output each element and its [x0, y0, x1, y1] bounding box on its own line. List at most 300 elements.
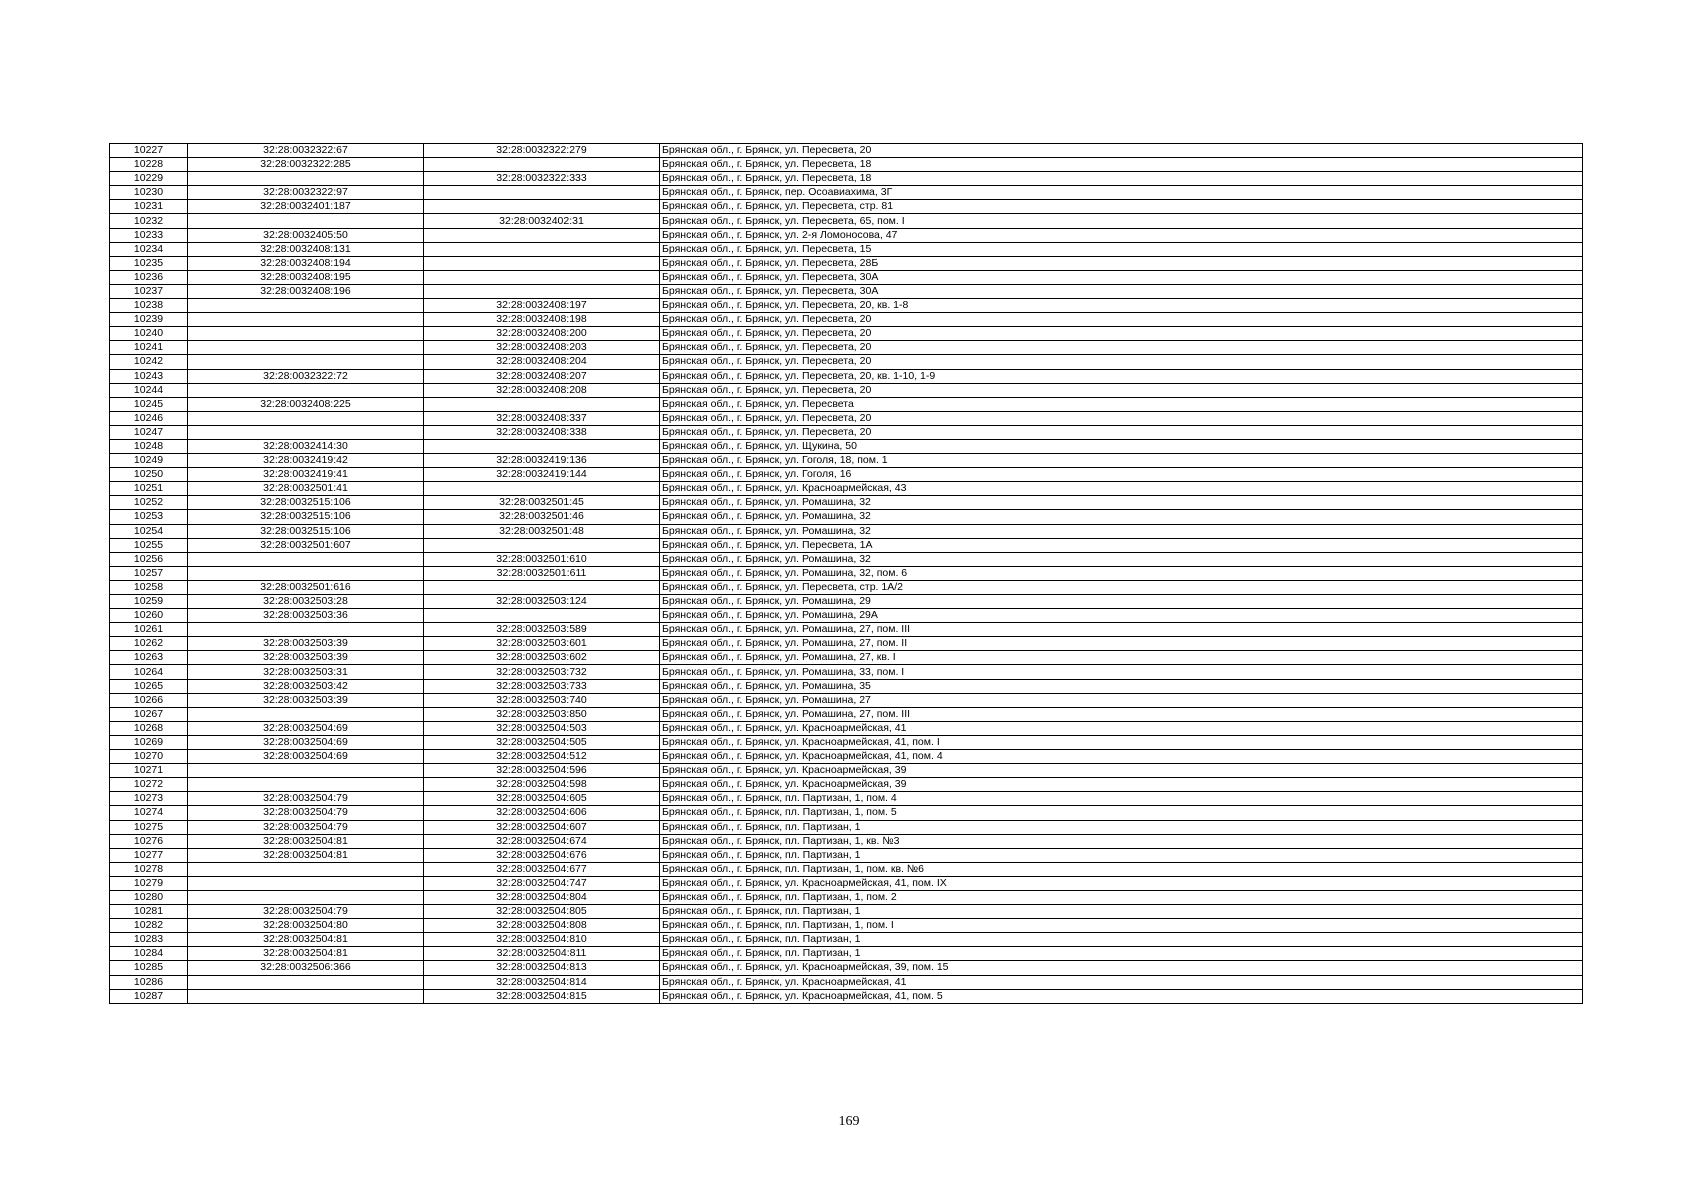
table-row — [110, 383, 1583, 397]
parcel-cadastral-number-cell: 32:28:0032408:131 — [188, 242, 424, 256]
table-row — [110, 580, 1583, 594]
row-number-cell: 10258 — [110, 580, 188, 594]
object-cadastral-number-cell: 32:28:0032504:605 — [424, 792, 660, 806]
parcel-cadastral-number-cell: 32:28:0032503:42 — [188, 679, 424, 693]
object-cadastral-number-cell: 32:28:0032419:136 — [424, 454, 660, 468]
address-cell: Брянская обл., г. Брянск, ул. Пересвета, 20 — [660, 383, 1583, 397]
row-number-cell: 10254 — [110, 524, 188, 538]
object-cadastral-number-cell: 32:28:0032408:204 — [424, 355, 660, 369]
address-cell: Брянская обл., г. Брянск, ул. Пересвета, 18 — [660, 172, 1583, 186]
row-number-cell: 10230 — [110, 186, 188, 200]
address-cell: Брянская обл., г. Брянск, ул. Ромашина, 29А — [660, 609, 1583, 623]
address-cell: Брянская обл., г. Брянск, ул. Ромашина, 27, пом. III — [660, 707, 1583, 721]
row-number-cell: 10266 — [110, 693, 188, 707]
table-row — [110, 778, 1583, 792]
address-cell: Брянская обл., г. Брянск, ул. Гоголя, 16 — [660, 468, 1583, 482]
row-number-cell: 10229 — [110, 172, 188, 186]
table-row — [110, 172, 1583, 186]
address-cell: Брянская обл., г. Брянск, ул. Пересвета, 20 — [660, 425, 1583, 439]
address-cell: Брянская обл., г. Брянск, ул. Пересвета, 15 — [660, 242, 1583, 256]
parcel-cadastral-number-cell: 32:28:0032501:616 — [188, 580, 424, 594]
address-cell: Брянская обл., г. Брянск, ул. Щукина, 50 — [660, 439, 1583, 453]
address-cell: Брянская обл., г. Брянск, ул. Ромашина, 32, пом. 6 — [660, 566, 1583, 580]
parcel-cadastral-number-cell: 32:28:0032408:194 — [188, 256, 424, 270]
address-cell: Брянская обл., г. Брянск, ул. Пересвета, 20, кв. 1-10, 1-9 — [660, 369, 1583, 383]
table-row — [110, 468, 1583, 482]
parcel-cadastral-number-cell: 32:28:0032322:285 — [188, 158, 424, 172]
address-cell: Брянская обл., г. Брянск, ул. Ромашина, 33, пом. I — [660, 665, 1583, 679]
object-cadastral-number-cell: 32:28:0032504:596 — [424, 764, 660, 778]
row-number-cell: 10281 — [110, 905, 188, 919]
parcel-cadastral-number-cell — [188, 862, 424, 876]
object-cadastral-number-cell: 32:28:0032503:589 — [424, 623, 660, 637]
row-number-cell: 10260 — [110, 609, 188, 623]
row-number-cell: 10248 — [110, 439, 188, 453]
object-cadastral-number-cell: 32:28:0032504:606 — [424, 806, 660, 820]
address-cell: Брянская обл., г. Брянск, ул. Ромашина, 32 — [660, 552, 1583, 566]
address-cell: Брянская обл., г. Брянск, ул. Ромашина, 27 — [660, 693, 1583, 707]
table-row — [110, 186, 1583, 200]
address-cell: Брянская обл., г. Брянск, ул. Пересвета, 20 — [660, 144, 1583, 158]
address-cell: Брянская обл., г. Брянск, ул. Пересвета, 30А — [660, 270, 1583, 284]
object-cadastral-number-cell — [424, 439, 660, 453]
parcel-cadastral-number-cell: 32:28:0032322:72 — [188, 369, 424, 383]
parcel-cadastral-number-cell: 32:28:0032506:366 — [188, 961, 424, 975]
object-cadastral-number-cell: 32:28:0032503:602 — [424, 651, 660, 665]
address-cell: Брянская обл., г. Брянск, ул. Ромашина, 29 — [660, 595, 1583, 609]
address-cell: Брянская обл., г. Брянск, ул. Ромашина, 27, пом. III — [660, 623, 1583, 637]
table-row — [110, 144, 1583, 158]
address-cell: Брянская обл., г. Брянск, пл. Партизан, 1 — [660, 820, 1583, 834]
table-row — [110, 496, 1583, 510]
parcel-cadastral-number-cell: 32:28:0032504:79 — [188, 806, 424, 820]
parcel-cadastral-number-cell: 32:28:0032515:106 — [188, 510, 424, 524]
row-number-cell: 10240 — [110, 327, 188, 341]
parcel-cadastral-number-cell: 32:28:0032515:106 — [188, 496, 424, 510]
parcel-cadastral-number-cell: 32:28:0032419:42 — [188, 454, 424, 468]
table-row — [110, 524, 1583, 538]
row-number-cell: 10238 — [110, 299, 188, 313]
object-cadastral-number-cell: 32:28:0032322:279 — [424, 144, 660, 158]
row-number-cell: 10267 — [110, 707, 188, 721]
row-number-cell: 10271 — [110, 764, 188, 778]
address-cell: Брянская обл., г. Брянск, ул. Пересвета, 20, кв. 1-8 — [660, 299, 1583, 313]
address-cell: Брянская обл., г. Брянск, ул. Пересвета, 30А — [660, 284, 1583, 298]
parcel-cadastral-number-cell: 32:28:0032504:69 — [188, 721, 424, 735]
table-row — [110, 919, 1583, 933]
parcel-cadastral-number-cell — [188, 313, 424, 327]
object-cadastral-number-cell — [424, 538, 660, 552]
object-cadastral-number-cell: 32:28:0032504:677 — [424, 862, 660, 876]
parcel-cadastral-number-cell: 32:28:0032503:36 — [188, 609, 424, 623]
address-cell: Брянская обл., г. Брянск, пер. Осоавиахима, 3Г — [660, 186, 1583, 200]
address-cell: Брянская обл., г. Брянск, ул. Красноармейская, 41, пом. I — [660, 735, 1583, 749]
row-number-cell: 10253 — [110, 510, 188, 524]
address-cell: Брянская обл., г. Брянск, ул. Красноармейская, 41 — [660, 975, 1583, 989]
parcel-cadastral-number-cell — [188, 890, 424, 904]
parcel-cadastral-number-cell: 32:28:0032503:31 — [188, 665, 424, 679]
table-row — [110, 425, 1583, 439]
address-cell: Брянская обл., г. Брянск, ул. Пересвета, 28Б — [660, 256, 1583, 270]
address-cell: Брянская обл., г. Брянск, пл. Партизан, 1 — [660, 947, 1583, 961]
parcel-cadastral-number-cell — [188, 552, 424, 566]
address-cell: Брянская обл., г. Брянск, ул. Пересвета, 18 — [660, 158, 1583, 172]
table-row — [110, 820, 1583, 834]
registry-table-body — [110, 144, 1583, 1004]
table-row — [110, 721, 1583, 735]
table-row — [110, 651, 1583, 665]
object-cadastral-number-cell: 32:28:0032503:124 — [424, 595, 660, 609]
row-number-cell: 10241 — [110, 341, 188, 355]
parcel-cadastral-number-cell — [188, 355, 424, 369]
table-row — [110, 792, 1583, 806]
row-number-cell: 10268 — [110, 721, 188, 735]
object-cadastral-number-cell: 32:28:0032504:804 — [424, 890, 660, 904]
row-number-cell: 10259 — [110, 595, 188, 609]
object-cadastral-number-cell: 32:28:0032504:674 — [424, 834, 660, 848]
table-row — [110, 482, 1583, 496]
table-row — [110, 327, 1583, 341]
object-cadastral-number-cell: 32:28:0032501:46 — [424, 510, 660, 524]
address-cell: Брянская обл., г. Брянск, пл. Партизан, 1, кв. №3 — [660, 834, 1583, 848]
parcel-cadastral-number-cell — [188, 425, 424, 439]
row-number-cell: 10265 — [110, 679, 188, 693]
address-cell: Брянская обл., г. Брянск, ул. Ромашина, 27, кв. I — [660, 651, 1583, 665]
row-number-cell: 10274 — [110, 806, 188, 820]
parcel-cadastral-number-cell: 32:28:0032504:69 — [188, 750, 424, 764]
address-cell: Брянская обл., г. Брянск, пл. Партизан, 1 — [660, 933, 1583, 947]
table-row — [110, 256, 1583, 270]
row-number-cell: 10272 — [110, 778, 188, 792]
object-cadastral-number-cell: 32:28:0032504:676 — [424, 848, 660, 862]
address-cell: Брянская обл., г. Брянск, ул. Пересвета, стр. 1А/2 — [660, 580, 1583, 594]
parcel-cadastral-number-cell — [188, 876, 424, 890]
row-number-cell: 10286 — [110, 975, 188, 989]
row-number-cell: 10276 — [110, 834, 188, 848]
parcel-cadastral-number-cell: 32:28:0032504:81 — [188, 848, 424, 862]
row-number-cell: 10261 — [110, 623, 188, 637]
row-number-cell: 10269 — [110, 735, 188, 749]
row-number-cell: 10250 — [110, 468, 188, 482]
row-number-cell: 10228 — [110, 158, 188, 172]
object-cadastral-number-cell — [424, 284, 660, 298]
row-number-cell: 10242 — [110, 355, 188, 369]
parcel-cadastral-number-cell: 32:28:0032501:607 — [188, 538, 424, 552]
address-cell: Брянская обл., г. Брянск, ул. Красноармейская, 39, пом. 15 — [660, 961, 1583, 975]
table-row — [110, 834, 1583, 848]
table-row — [110, 609, 1583, 623]
table-row — [110, 397, 1583, 411]
table-row — [110, 299, 1583, 313]
object-cadastral-number-cell: 32:28:0032504:512 — [424, 750, 660, 764]
row-number-cell: 10255 — [110, 538, 188, 552]
parcel-cadastral-number-cell — [188, 623, 424, 637]
object-cadastral-number-cell: 32:28:0032501:48 — [424, 524, 660, 538]
address-cell: Брянская обл., г. Брянск, ул. Пересвета, 65, пом. I — [660, 214, 1583, 228]
address-cell: Брянская обл., г. Брянск, ул. Пересвета, 20 — [660, 327, 1583, 341]
address-cell: Брянская обл., г. Брянск, ул. Ромашина, 32 — [660, 496, 1583, 510]
object-cadastral-number-cell: 32:28:0032504:808 — [424, 919, 660, 933]
table-row — [110, 355, 1583, 369]
table-row — [110, 200, 1583, 214]
row-number-cell: 10257 — [110, 566, 188, 580]
table-row — [110, 341, 1583, 355]
parcel-cadastral-number-cell: 32:28:0032503:39 — [188, 637, 424, 651]
object-cadastral-number-cell — [424, 609, 660, 623]
parcel-cadastral-number-cell: 32:28:0032322:67 — [188, 144, 424, 158]
row-number-cell: 10231 — [110, 200, 188, 214]
parcel-cadastral-number-cell: 32:28:0032504:80 — [188, 919, 424, 933]
parcel-cadastral-number-cell: 32:28:0032504:81 — [188, 947, 424, 961]
object-cadastral-number-cell: 32:28:0032504:607 — [424, 820, 660, 834]
table-row — [110, 750, 1583, 764]
object-cadastral-number-cell: 32:28:0032419:144 — [424, 468, 660, 482]
address-cell: Брянская обл., г. Брянск, ул. Красноармейская, 41 — [660, 721, 1583, 735]
object-cadastral-number-cell: 32:28:0032504:810 — [424, 933, 660, 947]
parcel-cadastral-number-cell — [188, 975, 424, 989]
address-cell: Брянская обл., г. Брянск, пл. Партизан, 1, пом. 4 — [660, 792, 1583, 806]
table-row — [110, 623, 1583, 637]
table-row — [110, 848, 1583, 862]
address-cell: Брянская обл., г. Брянск, ул. Ромашина, 27, пом. II — [660, 637, 1583, 651]
table-row — [110, 890, 1583, 904]
row-number-cell: 10249 — [110, 454, 188, 468]
table-row — [110, 242, 1583, 256]
address-cell: Брянская обл., г. Брянск, ул. Пересвета, 20 — [660, 355, 1583, 369]
row-number-cell: 10232 — [110, 214, 188, 228]
parcel-cadastral-number-cell: 32:28:0032515:106 — [188, 524, 424, 538]
parcel-cadastral-number-cell — [188, 566, 424, 580]
object-cadastral-number-cell: 32:28:0032408:200 — [424, 327, 660, 341]
object-cadastral-number-cell — [424, 242, 660, 256]
table-row — [110, 158, 1583, 172]
address-cell: Брянская обл., г. Брянск, ул. Ромашина, 32 — [660, 524, 1583, 538]
parcel-cadastral-number-cell: 32:28:0032408:196 — [188, 284, 424, 298]
object-cadastral-number-cell: 32:28:0032504:505 — [424, 735, 660, 749]
parcel-cadastral-number-cell: 32:28:0032504:79 — [188, 792, 424, 806]
object-cadastral-number-cell: 32:28:0032402:31 — [424, 214, 660, 228]
table-row — [110, 270, 1583, 284]
object-cadastral-number-cell — [424, 256, 660, 270]
parcel-cadastral-number-cell: 32:28:0032501:41 — [188, 482, 424, 496]
object-cadastral-number-cell: 32:28:0032504:815 — [424, 989, 660, 1003]
address-cell: Брянская обл., г. Брянск, ул. Красноармейская, 41, пом. 4 — [660, 750, 1583, 764]
object-cadastral-number-cell — [424, 580, 660, 594]
address-cell: Брянская обл., г. Брянск, пл. Партизан, 1, пом. I — [660, 919, 1583, 933]
table-row — [110, 975, 1583, 989]
parcel-cadastral-number-cell — [188, 383, 424, 397]
table-row — [110, 369, 1583, 383]
row-number-cell: 10227 — [110, 144, 188, 158]
parcel-cadastral-number-cell — [188, 778, 424, 792]
row-number-cell: 10233 — [110, 228, 188, 242]
object-cadastral-number-cell: 32:28:0032503:601 — [424, 637, 660, 651]
object-cadastral-number-cell — [424, 482, 660, 496]
object-cadastral-number-cell: 32:28:0032504:805 — [424, 905, 660, 919]
parcel-cadastral-number-cell — [188, 299, 424, 313]
object-cadastral-number-cell: 32:28:0032408:203 — [424, 341, 660, 355]
parcel-cadastral-number-cell — [188, 341, 424, 355]
row-number-cell: 10236 — [110, 270, 188, 284]
object-cadastral-number-cell: 32:28:0032408:337 — [424, 411, 660, 425]
table-row — [110, 665, 1583, 679]
object-cadastral-number-cell: 32:28:0032501:45 — [424, 496, 660, 510]
parcel-cadastral-number-cell: 32:28:0032503:39 — [188, 651, 424, 665]
table-row — [110, 454, 1583, 468]
table-row — [110, 905, 1583, 919]
parcel-cadastral-number-cell: 32:28:0032414:30 — [188, 439, 424, 453]
object-cadastral-number-cell: 32:28:0032408:198 — [424, 313, 660, 327]
object-cadastral-number-cell: 32:28:0032503:740 — [424, 693, 660, 707]
address-cell: Брянская обл., г. Брянск, ул. Пересвета — [660, 397, 1583, 411]
parcel-cadastral-number-cell: 32:28:0032504:79 — [188, 820, 424, 834]
object-cadastral-number-cell: 32:28:0032501:611 — [424, 566, 660, 580]
row-number-cell: 10245 — [110, 397, 188, 411]
object-cadastral-number-cell: 32:28:0032504:814 — [424, 975, 660, 989]
object-cadastral-number-cell: 32:28:0032408:208 — [424, 383, 660, 397]
row-number-cell: 10262 — [110, 637, 188, 651]
table-row — [110, 228, 1583, 242]
address-cell: Брянская обл., г. Брянск, ул. Пересвета, 1А — [660, 538, 1583, 552]
row-number-cell: 10273 — [110, 792, 188, 806]
address-cell: Брянская обл., г. Брянск, ул. 2-я Ломоносова, 47 — [660, 228, 1583, 242]
table-row — [110, 538, 1583, 552]
address-cell: Брянская обл., г. Брянск, ул. Красноармейская, 39 — [660, 764, 1583, 778]
table-row — [110, 411, 1583, 425]
table-row — [110, 693, 1583, 707]
address-cell: Брянская обл., г. Брянск, пл. Партизан, 1, пом. 5 — [660, 806, 1583, 820]
parcel-cadastral-number-cell — [188, 327, 424, 341]
parcel-cadastral-number-cell — [188, 411, 424, 425]
row-number-cell: 10278 — [110, 862, 188, 876]
parcel-cadastral-number-cell: 32:28:0032401:187 — [188, 200, 424, 214]
object-cadastral-number-cell: 32:28:0032408:338 — [424, 425, 660, 439]
object-cadastral-number-cell: 32:28:0032504:503 — [424, 721, 660, 735]
parcel-cadastral-number-cell — [188, 989, 424, 1003]
parcel-cadastral-number-cell — [188, 172, 424, 186]
registry-table — [109, 143, 1583, 1004]
address-cell: Брянская обл., г. Брянск, ул. Пересвета, 20 — [660, 313, 1583, 327]
table-row — [110, 510, 1583, 524]
object-cadastral-number-cell: 32:28:0032504:811 — [424, 947, 660, 961]
table-row — [110, 735, 1583, 749]
object-cadastral-number-cell — [424, 397, 660, 411]
table-row — [110, 933, 1583, 947]
row-number-cell: 10244 — [110, 383, 188, 397]
table-row — [110, 595, 1583, 609]
object-cadastral-number-cell: 32:28:0032504:813 — [424, 961, 660, 975]
row-number-cell: 10263 — [110, 651, 188, 665]
parcel-cadastral-number-cell: 32:28:0032503:39 — [188, 693, 424, 707]
table-row — [110, 961, 1583, 975]
table-row — [110, 439, 1583, 453]
table-row — [110, 313, 1583, 327]
row-number-cell: 10283 — [110, 933, 188, 947]
parcel-cadastral-number-cell: 32:28:0032503:28 — [188, 595, 424, 609]
address-cell: Брянская обл., г. Брянск, ул. Красноармейская, 43 — [660, 482, 1583, 496]
row-number-cell: 10270 — [110, 750, 188, 764]
parcel-cadastral-number-cell: 32:28:0032419:41 — [188, 468, 424, 482]
parcel-cadastral-number-cell: 32:28:0032405:50 — [188, 228, 424, 242]
table-row — [110, 637, 1583, 651]
address-cell: Брянская обл., г. Брянск, ул. Красноармейская, 39 — [660, 778, 1583, 792]
address-cell: Брянская обл., г. Брянск, пл. Партизан, 1 — [660, 905, 1583, 919]
table-row — [110, 284, 1583, 298]
row-number-cell: 10280 — [110, 890, 188, 904]
row-number-cell: 10246 — [110, 411, 188, 425]
table-row — [110, 552, 1583, 566]
page-number: 169 — [838, 1114, 860, 1129]
row-number-cell: 10285 — [110, 961, 188, 975]
table-row — [110, 679, 1583, 693]
parcel-cadastral-number-cell: 32:28:0032504:81 — [188, 933, 424, 947]
parcel-cadastral-number-cell: 32:28:0032504:79 — [188, 905, 424, 919]
address-cell: Брянская обл., г. Брянск, ул. Пересвета, 20 — [660, 411, 1583, 425]
table-row — [110, 876, 1583, 890]
parcel-cadastral-number-cell: 32:28:0032408:225 — [188, 397, 424, 411]
row-number-cell: 10247 — [110, 425, 188, 439]
table-row — [110, 806, 1583, 820]
parcel-cadastral-number-cell: 32:28:0032322:97 — [188, 186, 424, 200]
object-cadastral-number-cell — [424, 186, 660, 200]
object-cadastral-number-cell: 32:28:0032504:598 — [424, 778, 660, 792]
object-cadastral-number-cell: 32:28:0032408:197 — [424, 299, 660, 313]
object-cadastral-number-cell: 32:28:0032504:747 — [424, 876, 660, 890]
object-cadastral-number-cell: 32:28:0032503:850 — [424, 707, 660, 721]
row-number-cell: 10234 — [110, 242, 188, 256]
table-row — [110, 764, 1583, 778]
parcel-cadastral-number-cell — [188, 707, 424, 721]
parcel-cadastral-number-cell: 32:28:0032408:195 — [188, 270, 424, 284]
table-row — [110, 707, 1583, 721]
table-row — [110, 947, 1583, 961]
row-number-cell: 10287 — [110, 989, 188, 1003]
object-cadastral-number-cell — [424, 228, 660, 242]
parcel-cadastral-number-cell: 32:28:0032504:81 — [188, 834, 424, 848]
object-cadastral-number-cell: 32:28:0032503:732 — [424, 665, 660, 679]
object-cadastral-number-cell: 32:28:0032501:610 — [424, 552, 660, 566]
object-cadastral-number-cell: 32:28:0032503:733 — [424, 679, 660, 693]
address-cell: Брянская обл., г. Брянск, пл. Партизан, 1, пом. 2 — [660, 890, 1583, 904]
object-cadastral-number-cell — [424, 200, 660, 214]
parcel-cadastral-number-cell — [188, 214, 424, 228]
row-number-cell: 10264 — [110, 665, 188, 679]
parcel-cadastral-number-cell — [188, 764, 424, 778]
row-number-cell: 10277 — [110, 848, 188, 862]
address-cell: Брянская обл., г. Брянск, ул. Красноармейская, 41, пом. 5 — [660, 989, 1583, 1003]
address-cell: Брянская обл., г. Брянск, пл. Партизан, 1, пом. кв. №6 — [660, 862, 1583, 876]
table-row — [110, 214, 1583, 228]
address-cell: Брянская обл., г. Брянск, ул. Пересвета, стр. 81 — [660, 200, 1583, 214]
row-number-cell: 10275 — [110, 820, 188, 834]
parcel-cadastral-number-cell: 32:28:0032504:69 — [188, 735, 424, 749]
address-cell: Брянская обл., г. Брянск, ул. Ромашина, 35 — [660, 679, 1583, 693]
address-cell: Брянская обл., г. Брянск, ул. Пересвета, 20 — [660, 341, 1583, 355]
address-cell: Брянская обл., г. Брянск, пл. Партизан, 1 — [660, 848, 1583, 862]
table-row — [110, 862, 1583, 876]
address-cell: Брянская обл., г. Брянск, ул. Гоголя, 18, пом. 1 — [660, 454, 1583, 468]
row-number-cell: 10237 — [110, 284, 188, 298]
row-number-cell: 10251 — [110, 482, 188, 496]
object-cadastral-number-cell: 32:28:0032322:333 — [424, 172, 660, 186]
row-number-cell: 10235 — [110, 256, 188, 270]
row-number-cell: 10284 — [110, 947, 188, 961]
object-cadastral-number-cell — [424, 270, 660, 284]
row-number-cell: 10239 — [110, 313, 188, 327]
object-cadastral-number-cell — [424, 158, 660, 172]
table-row — [110, 989, 1583, 1003]
row-number-cell: 10282 — [110, 919, 188, 933]
